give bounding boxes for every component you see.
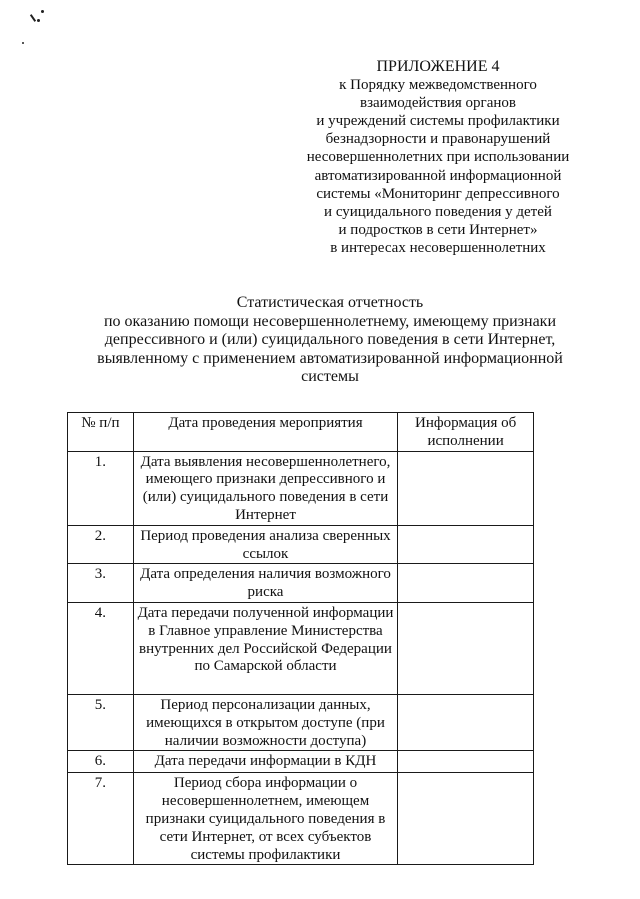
row-info (398, 525, 534, 564)
table-row (68, 451, 534, 525)
row-number: 7. (68, 773, 134, 865)
row-event: Период персонализации данных, имеющихся в открытом доступе (при наличии возможности доступа) (133, 694, 397, 750)
row-info (398, 602, 534, 694)
appendix-line: автоматизированной информационной (314, 167, 562, 184)
report-table (67, 412, 534, 865)
row-info (398, 694, 534, 750)
row-event: Дата выявления несовершеннолетнего, имеющего признаки депрессивного и (или) суицидального поведения в сети Интернет (133, 451, 397, 525)
table-row (68, 602, 534, 694)
appendix-line: и учреждений системы профилактики (316, 113, 560, 130)
appendix-line: и подростков в сети Интернет» (338, 221, 538, 238)
row-event: Дата передачи полученной информации в Главное управление Министерства внутренних дел Российской Федерации по Самарской области (133, 602, 397, 694)
row-number: 5. (68, 694, 134, 750)
report-title-line: выявленному с применением автоматизированной информационной (97, 349, 563, 367)
report-title-line: по оказанию помощи несовершеннолетнему, имеющему признаки (103, 312, 557, 330)
row-info (398, 773, 534, 865)
appendix-line: к Порядку межведомственного (339, 77, 537, 94)
report-title-line: депрессивного и (или) суицидального поведения в сети Интернет, (104, 331, 556, 348)
header-event: Дата проведения мероприятия (133, 413, 397, 452)
appendix-line: в интересах несовершеннолетних (330, 239, 546, 256)
appendix-header (300, 58, 576, 257)
row-info (398, 564, 534, 603)
table-row (68, 773, 534, 865)
row-event: Период сбора информации о несовершеннолетнем, имеющем признаки суицидального поведения в сети Интернет, от всех субъектов системы профилактики (133, 773, 397, 865)
appendix-line: взаимодействия органов (360, 95, 516, 112)
appendix-line: и суицидального поведения у детей (324, 203, 552, 220)
row-number: 3. (68, 564, 134, 603)
row-event: Дата передачи информации в КДН (133, 751, 397, 773)
row-number: 2. (68, 525, 134, 564)
row-event: Период проведения анализа сверенных ссылок (133, 525, 397, 564)
appendix-line: безнадзорности и правонарушений (325, 131, 551, 148)
table-row (68, 525, 534, 564)
row-event: Дата определения наличия возможного риска (133, 564, 397, 603)
table-row (68, 694, 534, 750)
appendix-line: несовершеннолетних при использовании (306, 149, 570, 166)
scan-speck (41, 10, 44, 13)
header-number: № п/п (68, 413, 134, 452)
header-info: Информация об исполнении (398, 413, 534, 452)
report-title-line: Статистическая отчетность (236, 294, 424, 311)
appendix-line: системы «Мониторинг депрессивного (316, 185, 560, 202)
scan-speck (22, 42, 24, 44)
report-title (92, 294, 568, 387)
row-info (398, 451, 534, 525)
scan-speck (37, 19, 40, 22)
row-number: 6. (68, 751, 134, 773)
row-number: 4. (68, 602, 134, 694)
report-title-line: системы (301, 368, 359, 385)
appendix-title: ПРИЛОЖЕНИЕ 4 (376, 58, 500, 75)
table-header-row (68, 413, 534, 452)
row-info (398, 751, 534, 773)
table-row (68, 751, 534, 773)
table-row (68, 564, 534, 603)
row-number: 1. (68, 451, 134, 525)
scan-speck (30, 14, 36, 22)
